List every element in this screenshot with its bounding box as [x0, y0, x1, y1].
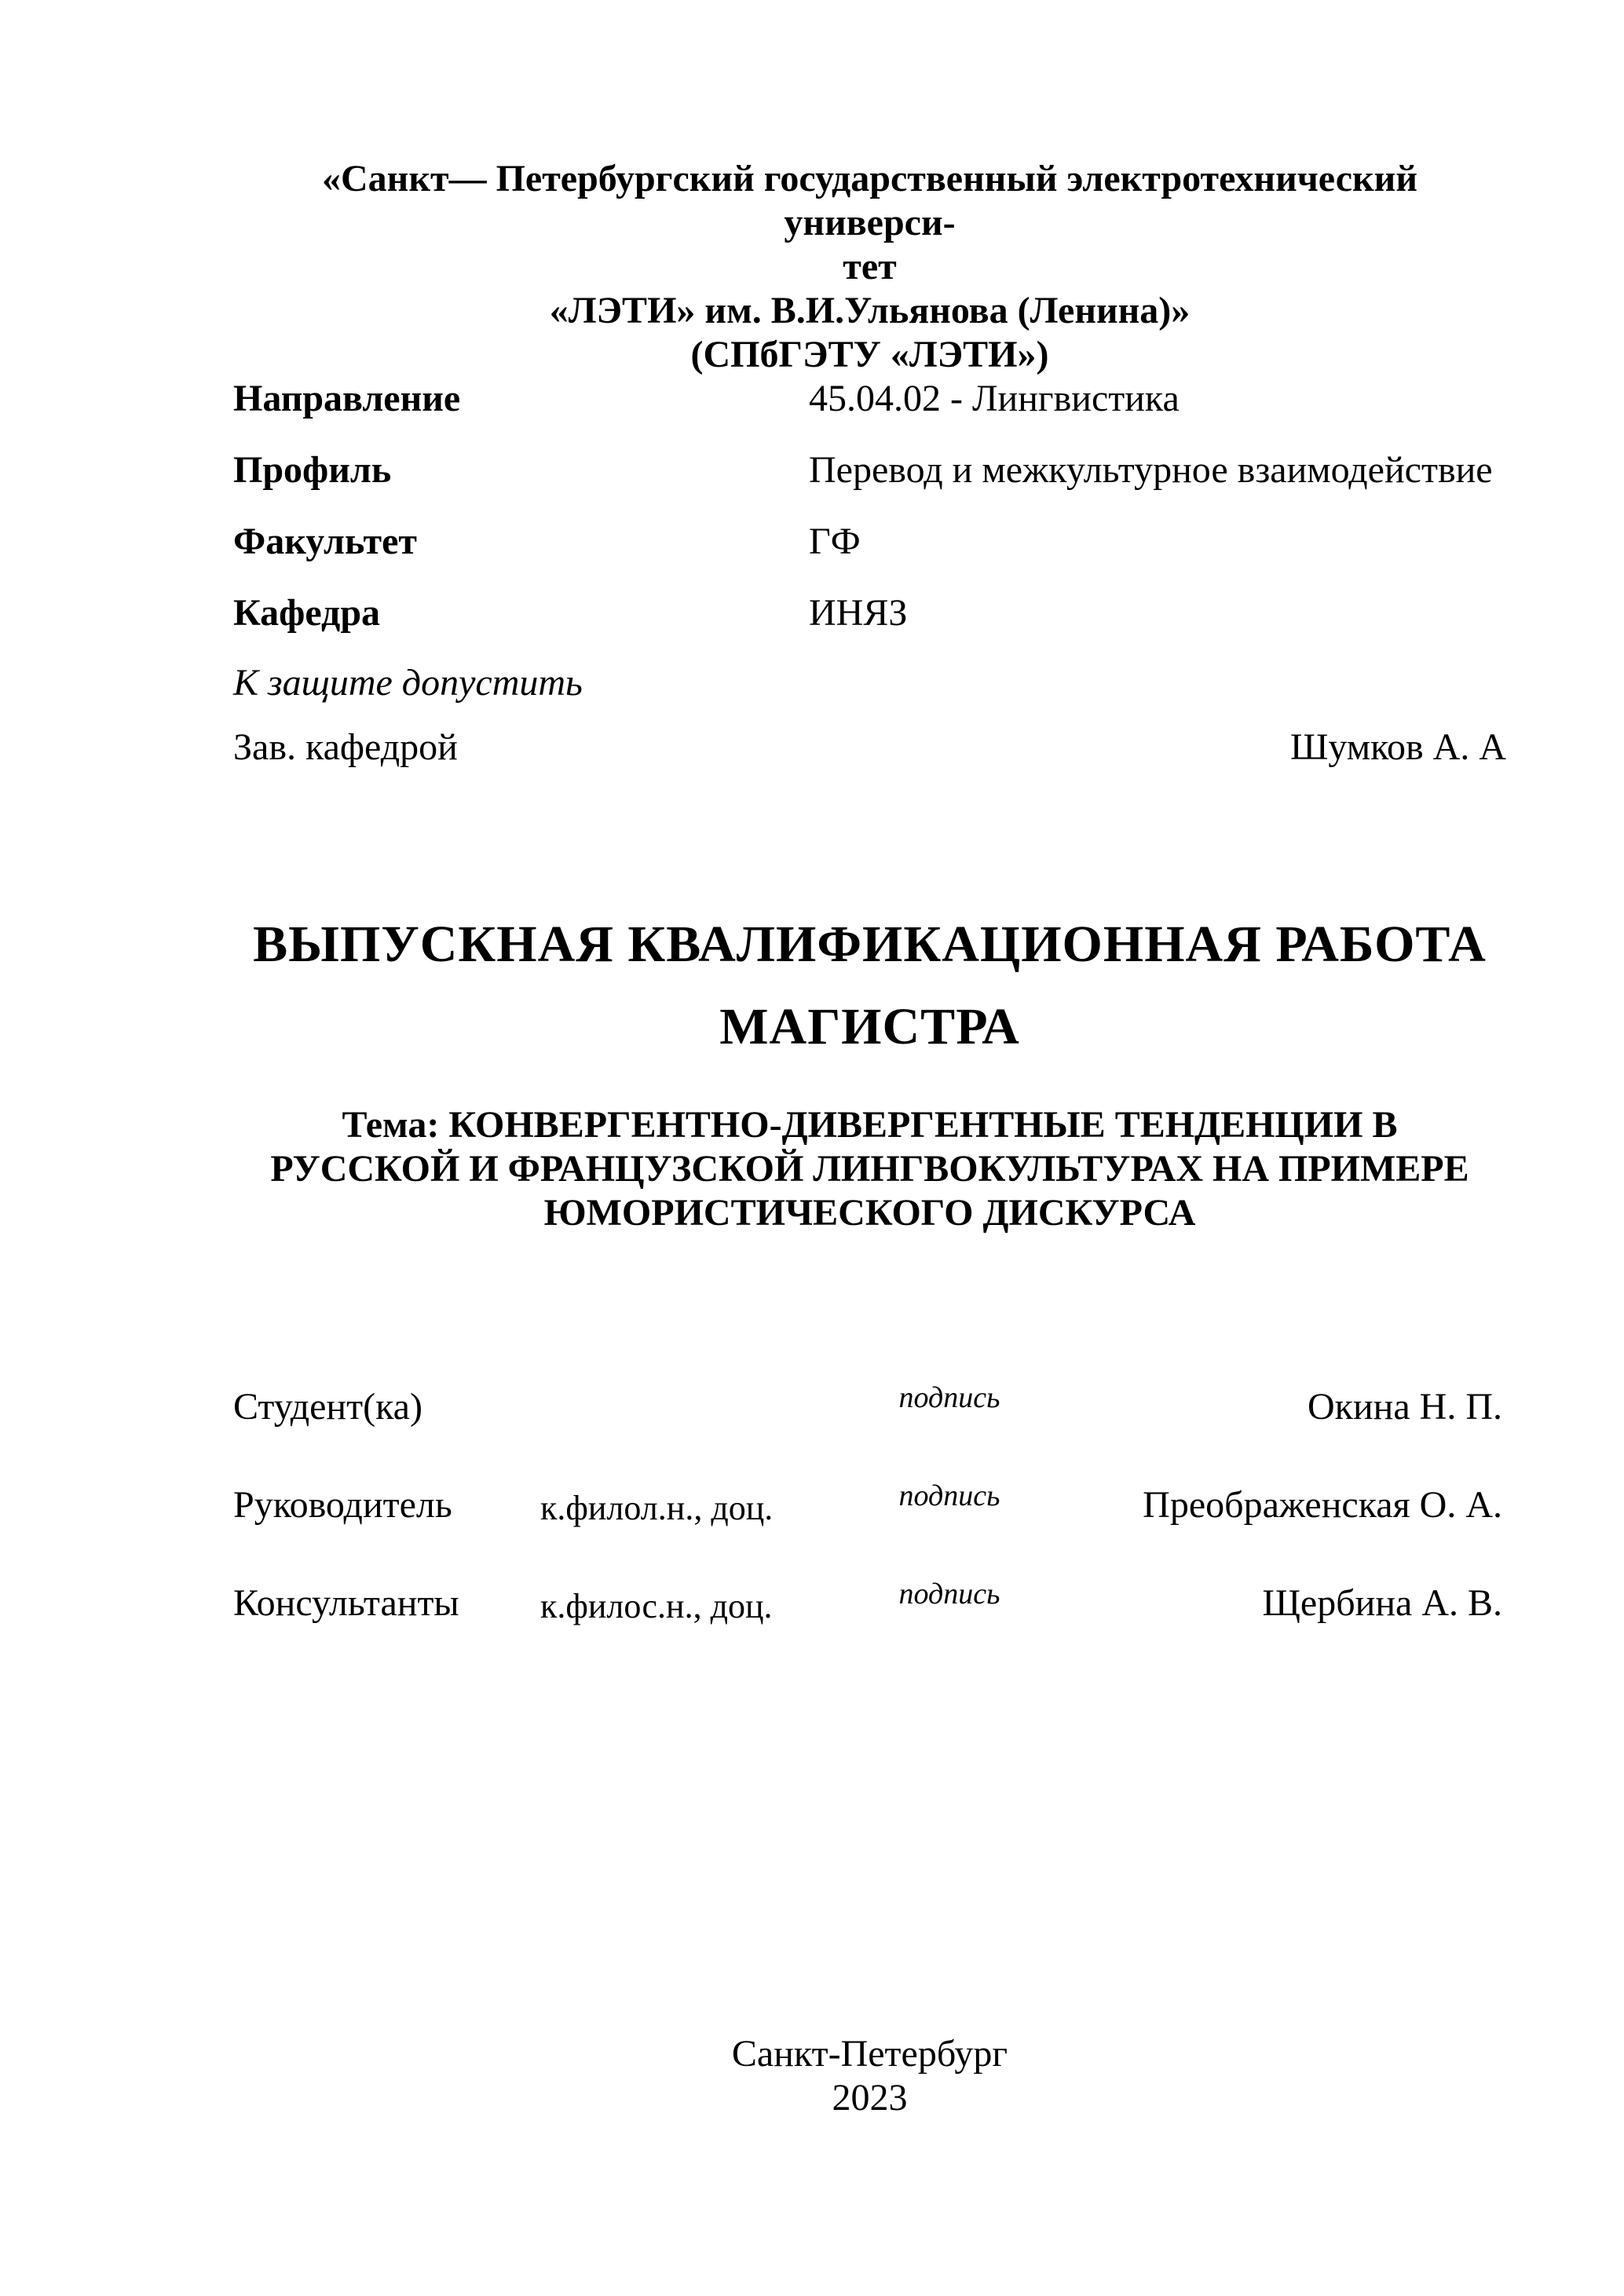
signature-row-supervisor — [233, 1479, 1506, 1577]
direction-label: Направление — [233, 378, 461, 419]
detail-row-department — [233, 594, 1506, 641]
department-value: ИНЯЗ — [809, 592, 908, 634]
faculty-value: ГФ — [809, 521, 861, 562]
detail-row-faculty — [233, 523, 1506, 569]
thesis-title — [233, 903, 1506, 1068]
profile-value: Перевод и межкультурное взаимодействие — [809, 449, 1493, 491]
head-of-department-name: Шумков А. А — [1289, 726, 1506, 768]
student-name: Окина Н. П. — [1308, 1386, 1502, 1428]
admission-note: К защите допустить — [233, 662, 583, 704]
detail-row-profile — [233, 449, 1506, 498]
thesis-topic-line-2: РУССКОЙ И ФРАНЦУЗСКОЙ ЛИНГВОКУЛЬТУРАХ НА ПРИМЕРЕ — [270, 1148, 1469, 1190]
consultant-signature-caption: подпись — [898, 1578, 1000, 1610]
signature-row-student — [233, 1380, 1506, 1479]
university-name-line-3: «ЛЭТИ» им. В.И.Ульянова (Ленина)» — [549, 290, 1191, 331]
signature-row-consultant — [233, 1577, 1506, 1675]
supervisor-name: Преображенская О. А. — [1143, 1484, 1502, 1526]
student-signature-caption: подпись — [898, 1381, 1000, 1414]
thesis-topic — [233, 1103, 1506, 1235]
university-abbreviation: (СПбГЭТУ «ЛЭТИ») — [690, 334, 1049, 375]
admission-block — [233, 664, 1506, 766]
footer-year: 2023 — [832, 2077, 908, 2119]
supervisor-signature-field — [801, 1479, 1098, 1513]
consultant-name: Щербина А. В. — [1262, 1582, 1502, 1624]
supervisor-qualification: к.филол.н., доц. — [540, 1489, 774, 1527]
detail-row-direction — [233, 380, 1506, 426]
student-signature-field — [801, 1380, 1098, 1415]
supervisor-role-label: Руководитель — [233, 1484, 452, 1526]
thesis-topic-line-3: ЮМОРИСТИЧЕСКОГО ДИСКУРСА — [543, 1192, 1196, 1234]
page-footer — [233, 2032, 1506, 2120]
page-content — [233, 0, 1506, 2296]
supervisor-signature-caption: подпись — [898, 1479, 1000, 1512]
program-details — [233, 380, 1506, 666]
profile-label: Профиль — [233, 449, 392, 491]
direction-value: 45.04.02 - Лингвистика — [809, 378, 1180, 419]
footer-city: Санкт-Петербург — [731, 2033, 1008, 2075]
consultant-qualification: к.филос.н., доц. — [540, 1587, 773, 1625]
consultant-role-label: Консультанты — [233, 1582, 459, 1624]
approval-row — [233, 726, 1506, 768]
university-name-line-1: «Санкт— Петербургский государственный электротехнический универси- — [322, 158, 1417, 243]
student-role-label: Студент(ка) — [233, 1386, 422, 1428]
thesis-title-line-2: МАГИСТРА — [719, 998, 1020, 1055]
department-label: Кафедра — [233, 592, 381, 634]
thesis-title-line-1: ВЫПУСКНАЯ КВАЛИФИКАЦИОННАЯ РАБОТА — [253, 916, 1487, 973]
faculty-label: Факультет — [233, 521, 417, 562]
consultant-signature-field — [801, 1577, 1098, 1611]
head-of-department-label: Зав. кафедрой — [233, 726, 458, 768]
university-header — [233, 157, 1506, 377]
signature-section — [233, 1380, 1506, 1675]
thesis-topic-line-1: Тема: КОНВЕРГЕНТНО-ДИВЕРГЕНТНЫЕ ТЕНДЕНЦИИ В — [342, 1104, 1398, 1146]
university-name-line-2: тет — [843, 246, 897, 287]
